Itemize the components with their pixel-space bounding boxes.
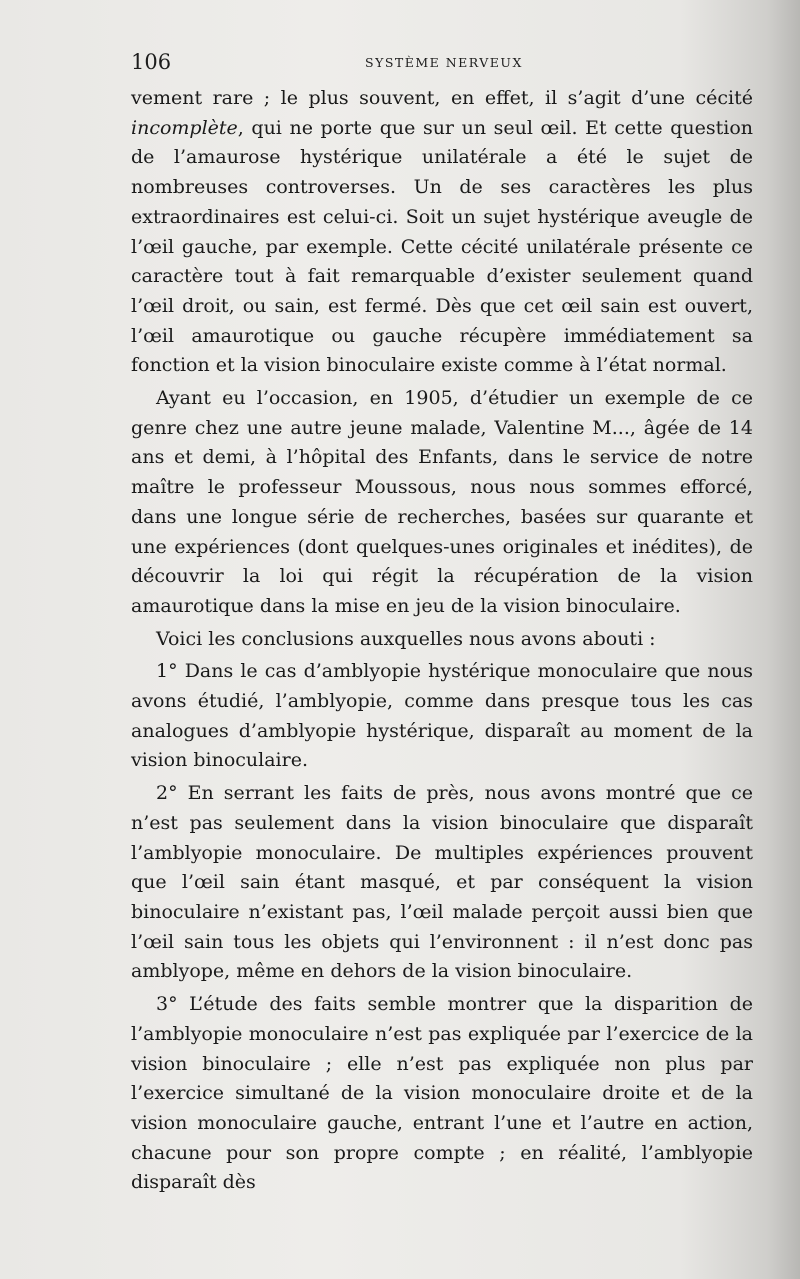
- paragraph: Voici les conclusions auxquelles nous avons abouti :: [156, 627, 656, 650]
- paragraph-text: vement rare ; le plus souvent, en effet, il s’agit d’une cécité: [131, 87, 753, 109]
- paragraph-conclusion-3: 3° L’étude des faits semble montrer que la disparition de l’amblyopie monoculaire n’est pas expliquée par l’exercice de la vision binoculaire ; elle n’est pas expliquée non plus par l’exercice simultané de la vision monoculaire droite et de la vision monoculaire gauche, entrant l’une et l’autre en action, chacune pour son propre compte ; en réalité, l’amblyopie disparaît dès: [131, 993, 753, 1194]
- paragraph: Ayant eu l’occasion, en 1905, d’étudier un exemple de ce genre chez une autre jeune malade, Valentine M..., âgée de 14 ans et demi, à l’hôpital des Enfants, dans le service de notre maître le professeur Moussous, nous nous sommes efforcé, dans une longue série de recherches, basées sur quarante et une expériences (dont quelques-unes originales et inédites), de découvrir la loi qui régit la récupération de la vision amaurotique dans la mise en jeu de la vision binoculaire.: [131, 387, 753, 617]
- paragraph-continuation: [131, 84, 753, 381]
- running-title: SYSTÈME NERVEUX: [365, 55, 523, 70]
- paragraph-conclusion-1: 1° Dans le cas d’amblyopie hystérique monoculaire que nous avons étudié, l’amblyopie, comme dans presque tous les cas analogues d’amblyopie hystérique, disparaît au moment de la vision binoculaire.: [131, 660, 753, 772]
- body-text: [131, 84, 753, 1198]
- paragraph-text: , qui ne porte que sur un seul œil. Et cette question de l’amaurose hystérique unilatérale a été le sujet de nombreuses controverses. Un de ses caractères les plus extraordinaires est celui-ci. Soit un sujet hystérique aveugle de l’œil gauche, par exemple. Cette cécité unilatérale présente ce caractère tout à fait remarquable d’exister seulement quand l’œil droit, ou sain, est fermé. Dès que cet œil sain est ouvert, l’œil amaurotique ou gauche récupère immédiatement sa fonction et la vision binoculaire existe comme à l’état normal.: [131, 116, 753, 377]
- paragraph-conclusion-2: 2° En serrant les faits de près, nous avons montré que ce n’est pas seulement dans la vision binoculaire que disparaît l’amblyopie monoculaire. De multiples expériences prouvent que l’œil sain étant masqué, et par conséquent la vision binoculaire n’existant pas, l’œil malade perçoit aussi bien que l’œil sain tous les objets qui l’environnent : il n’est donc pas amblyope, même en dehors de la vision binoculaire.: [131, 782, 753, 983]
- italic-term: incomplète: [131, 116, 238, 139]
- page-header: [131, 50, 753, 74]
- page-number: 106: [131, 50, 172, 74]
